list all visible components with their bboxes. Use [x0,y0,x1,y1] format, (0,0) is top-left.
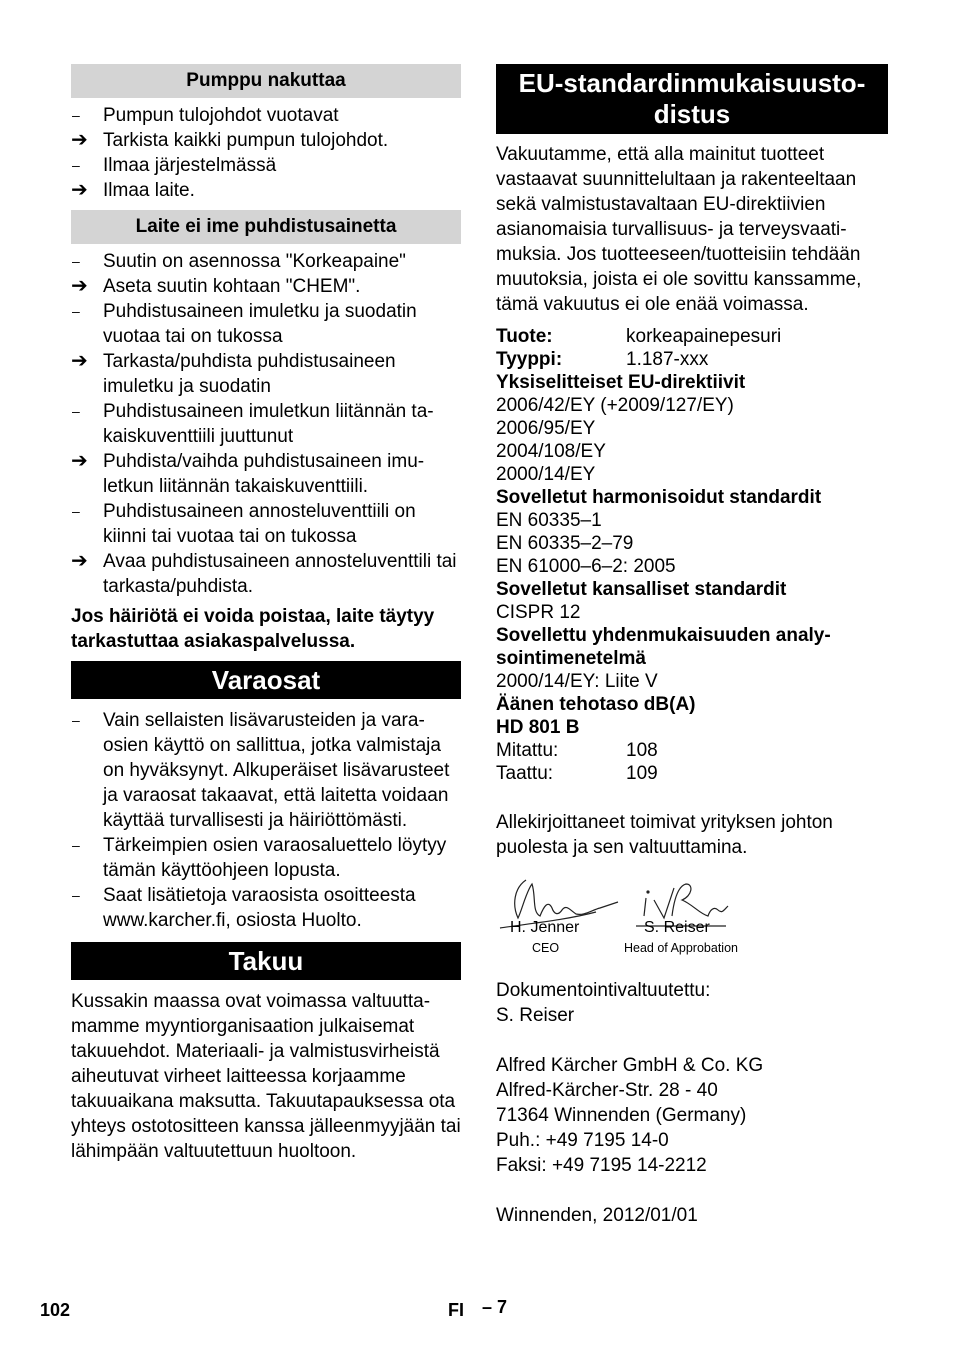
list-item-text: Puhdistusaineen imuletku ja suodatin vuotaa tai on tukossa [103,301,417,347]
list-item [71,128,461,153]
list-item-text: Saat lisätietoja varaosista osoitteesta www.karcher.fi, osiosta Huolto. [103,885,416,931]
signers-text: Allekirjoittaneet toimivat yrityksen johton puolesta ja sen valtuuttamina. [496,812,833,858]
signer2-role: Head of Approbation [624,941,738,955]
dash-icon: – [72,503,80,519]
standard-item: 2006/95/EY [496,418,596,439]
dash-icon: – [72,887,80,903]
method-value: 2000/14/EY: Liite V [496,671,658,692]
directives-list [496,394,888,486]
list-item-text: Ilmaa laite. [103,180,195,201]
signature-block [496,870,888,960]
harmonised-label: Sovelletut harmonisoidut standardit [496,487,822,508]
section-title-no-detergent: Laite ei ime puhdistusainetta [71,210,461,244]
national-label: Sovelletut kansalliset standardit [496,579,787,600]
list-item-text: Ilmaa järjestelmässä [103,155,277,176]
section-title-warranty: Takuu [71,942,461,980]
product-label: Tuote: [496,326,553,347]
standard-item: EN 60335–2–79 [496,533,634,554]
dash-icon: – [72,837,80,853]
arrow-right-icon: ➔ [71,129,88,151]
product-value: korkeapainepesuri [626,326,782,347]
list-item-text: Tarkista kaikki pumpun tulojohdot. [103,130,389,151]
company-name: Alfred Kärcher GmbH & Co. KG [496,1055,764,1076]
signer2-name: S. Reiser [644,919,710,936]
dash-icon: – [72,107,80,123]
company-phone: Puh.: +49 7195 14-0 [496,1130,669,1151]
national-list [496,601,888,624]
section-title-spare-parts: Varaosat [71,661,461,699]
product-row [496,325,888,348]
language-code: FI [448,1300,464,1320]
list-item [71,399,461,449]
standard-item: CISPR 12 [496,602,581,623]
warranty-text: Kussakin maassa ovat voimassa valtuuttamamme myyntiorganisaation julkaisemat takuuehdot. Materiaali- ja valmistusvirheistä aiheutuvat virheet laitteessa korjaamme takuuaikana maksutta. Takuutapauksessa ota yhteys ostotositteen kanssa jälleenmyyjään tai lähimpään valtuutettuun huoltoon. [71,991,461,1162]
list-item-text: Puhdistusaineen annosteluventtiili on kiinni tai vuotaa tai on tukossa [103,501,416,547]
dash-icon: – [72,253,80,269]
list-item-text: Suutin on asennossa "Korkeapaine" [103,251,406,272]
list-item [71,499,461,549]
doc-label: Dokumentointivaltuutettu: [496,980,711,1001]
dash-icon: – [72,157,80,173]
right-column [496,64,888,1228]
list-item-text: Puhdistusaineen imuletkun liitännän takaiskuventtiili juuttunut [103,401,434,447]
dash-icon: – [72,712,80,728]
company-fax: Faksi: +49 7195 14-2212 [496,1155,707,1176]
list-item [71,299,461,349]
guaranteed-label: Taattu: [496,763,554,784]
arrow-right-icon: ➔ [71,550,88,572]
signer1-role: CEO [532,941,560,955]
arrow-right-icon: ➔ [71,179,88,201]
list-item-text: Tarkasta/puhdista puhdistusaineen imuletku ja suodatin [103,351,396,397]
list-item-text: Avaa puhdistusaineen annosteluventtili tai tarkasta/puhdista. [103,551,457,597]
declaration-intro: Vakuutamme, että alla mainitut tuotteet vastaavat suunnittelultaan ja rakenteeltaan sekä valmistustavaltaan EU-direktiivien asianomaisia turvallisuus- ja terveysvaatimuksia. Jos tuotteeseen/tuotteisiin tehdään muutoksia, joista ei ole sovittu kanssamme, tämä vakuutus ei ole enää voimassa. [496,144,862,315]
type-value: 1.187-xxx [626,349,709,370]
standard-item: EN 61000–6–2: 2005 [496,556,676,577]
arrow-right-icon: ➔ [71,450,88,472]
dash-icon: – [72,403,80,419]
standard-item: EN 60335–1 [496,510,602,531]
list-item-text: Puhdista/vaihda puhdistusaineen imuletkun liitännän takaiskuventtiili. [103,451,425,497]
list-item [71,274,461,299]
list-item [71,249,461,274]
model-label: HD 801 B [496,717,580,738]
list-item [71,153,461,178]
arrow-right-icon: ➔ [71,275,88,297]
section-page-number: – 7 [482,1297,508,1317]
signer1-name: H. Jenner [510,919,580,936]
type-label: Tyyppi: [496,349,563,370]
list-item-text: Pumpun tulojohdot vuotavat [103,105,339,126]
declaration-details [496,325,888,785]
company-city: 71364 Winnenden (Germany) [496,1105,747,1126]
standard-item: 2006/42/EY (+2009/127/EY) [496,395,734,416]
guaranteed-value: 109 [626,763,658,784]
arrow-right-icon: ➔ [71,350,88,372]
list-item-text: Aseta suutin kohtaan "CHEM". [103,276,361,297]
company-street: Alfred-Kärcher-Str. 28 - 40 [496,1080,718,1101]
sound-label: Äänen tehotaso dB(A) [496,694,696,715]
list-item [71,833,461,883]
list-item [71,549,461,599]
no-detergent-list [71,249,461,599]
service-note: Jos häiriötä ei voida poistaa, laite täytyy tarkastuttaa asiakaspalvelussa. [71,606,435,652]
eu-title-line1: EU-standardinmukaisuusto- [518,68,866,98]
list-item [71,103,461,128]
measured-row [496,739,888,762]
list-item-text: Tärkeimpien osien varaosaluettelo löytyy tämän käyttöohjeen lopusta. [103,835,447,881]
method-label: Sovellettu yhdenmukaisuuden analysointimenetelmä [496,625,831,669]
spare-parts-list [71,708,461,933]
list-item [71,883,461,933]
list-item [71,178,461,203]
directives-label: Yksiselitteiset EU-direktiivit [496,372,746,393]
left-column [71,64,461,1164]
section-title-eu-declaration [496,64,888,134]
list-item [71,349,461,399]
page-number: 102 [40,1300,71,1320]
harmonised-list [496,509,888,578]
pump-knocking-list [71,103,461,203]
standard-item: 2000/14/EY [496,464,596,485]
measured-label: Mitattu: [496,740,559,761]
guaranteed-row [496,762,888,785]
list-item [71,708,461,833]
list-item-text: Vain sellaisten lisävarusteiden ja varaosien käyttö on sallittua, jotka valmistaja on hyväksynyt. Alkuperäiset lisävarusteet ja varaosat takaavat, että laitetta voidaan käyttää turvallisesti ja häiriöttömästi. [103,710,450,831]
dash-icon: – [72,303,80,319]
list-item [71,449,461,499]
standard-item: 2004/108/EY [496,441,606,462]
section-title-pump-knocking: Pumppu nakuttaa [71,64,461,98]
declaration-date: Winnenden, 2012/01/01 [496,1205,698,1226]
doc-name: S. Reiser [496,1005,575,1026]
eu-title-line2: distus [653,99,731,129]
measured-value: 108 [626,740,658,761]
type-row [496,348,888,371]
